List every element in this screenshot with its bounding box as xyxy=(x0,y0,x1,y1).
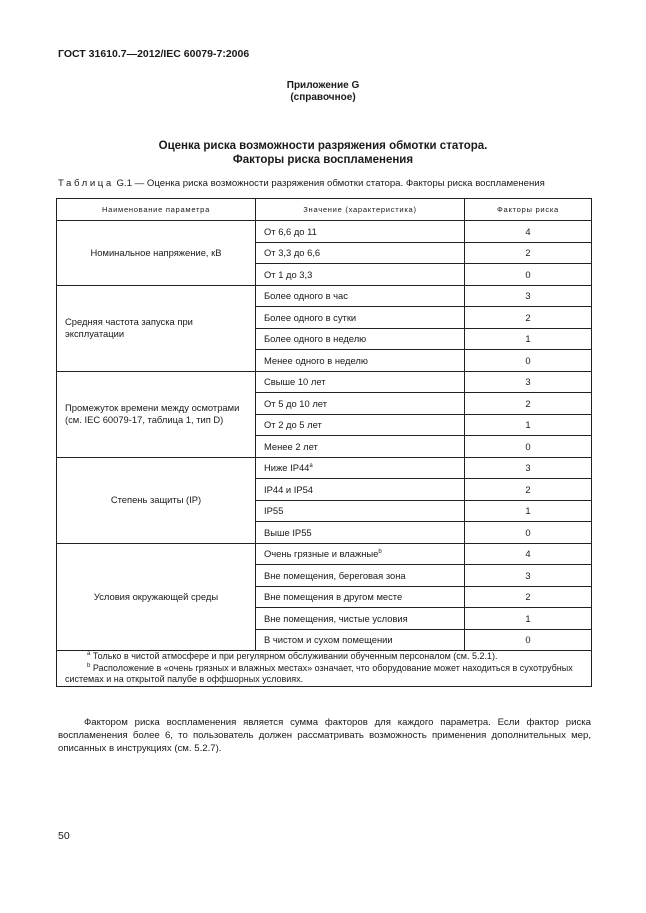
factor-cell: 0 xyxy=(465,522,592,544)
value-text: Вне помещения в другом месте xyxy=(264,591,403,603)
value-text: Очень грязные и влажные xyxy=(264,548,379,560)
value-cell xyxy=(256,500,465,522)
value-text: Более одного в сутки xyxy=(264,311,357,323)
value-cell xyxy=(256,264,465,286)
table-caption-label: Таблица xyxy=(58,178,114,189)
factor-cell: 2 xyxy=(465,307,592,329)
value-text: Вне помещения, чистые условия xyxy=(264,612,408,624)
value-text: Выше IP55 xyxy=(264,526,312,538)
table-caption-text: — Оценка риска возможности разряжения обмотки статора. Факторы риска воспламенения xyxy=(131,178,545,189)
footnote-text: Только в чистой атмосфере и при регулярном обслуживании обученным персоналом (см. 5.2.1). xyxy=(90,651,498,661)
parameter-cell: Промежуток времени между осмотрами (см. IEC 60079-17, таблица 1, тип D) xyxy=(57,371,256,457)
footnote-marker: b xyxy=(378,549,382,556)
factor-cell: 0 xyxy=(465,350,592,372)
value-text: От 6,6 до 11 xyxy=(264,225,317,237)
value-text: От 3,3 до 6,6 xyxy=(264,247,321,259)
value-cell xyxy=(256,221,465,243)
value-cell xyxy=(256,565,465,587)
value-text: Более одного в неделю xyxy=(264,333,367,345)
factor-cell: 3 xyxy=(465,565,592,587)
value-cell xyxy=(256,522,465,544)
parameter-cell: Средняя частота запуска при эксплуатации xyxy=(57,285,256,371)
value-cell xyxy=(256,307,465,329)
footnote-marker: a xyxy=(309,463,313,470)
parameter-cell: Номинальное напряжение, кВ xyxy=(57,221,256,286)
factor-cell: 1 xyxy=(465,608,592,630)
factor-cell: 2 xyxy=(465,479,592,501)
table-notes xyxy=(57,651,592,687)
factor-cell: 2 xyxy=(465,242,592,264)
value-cell xyxy=(256,371,465,393)
factor-cell: 0 xyxy=(465,264,592,286)
value-cell xyxy=(256,393,465,415)
value-text: Свыше 10 лет xyxy=(264,376,326,388)
value-text: В чистом и сухом помещении xyxy=(264,634,393,646)
value-cell xyxy=(256,543,465,565)
factor-cell: 2 xyxy=(465,586,592,608)
table-header-row xyxy=(57,199,592,221)
table-row xyxy=(57,285,592,307)
parameter-cell: Степень защиты (IP) xyxy=(57,457,256,543)
value-cell xyxy=(256,457,465,479)
factor-cell: 0 xyxy=(465,629,592,651)
column-header-value: Значение (характеристика) xyxy=(256,199,465,221)
footnote xyxy=(65,663,583,686)
section-title xyxy=(0,139,646,167)
factor-cell: 3 xyxy=(465,285,592,307)
footnote-mark: b xyxy=(87,662,91,669)
parameter-cell: Условия окружающей среды xyxy=(57,543,256,651)
value-cell xyxy=(256,479,465,501)
value-text: Более одного в час xyxy=(264,290,348,302)
factor-cell: 3 xyxy=(465,457,592,479)
risk-factors-table xyxy=(56,198,592,687)
section-title-line1: Оценка риска возможности разряжения обмотки статора. xyxy=(158,140,488,152)
table-row xyxy=(57,457,592,479)
annex-heading xyxy=(0,80,646,104)
value-cell xyxy=(256,285,465,307)
factor-cell: 4 xyxy=(465,221,592,243)
table-caption-number: G.1 xyxy=(116,178,132,189)
table-row xyxy=(57,221,592,243)
value-cell xyxy=(256,608,465,630)
value-cell xyxy=(256,586,465,608)
page-number: 50 xyxy=(58,830,70,842)
factor-cell: 1 xyxy=(465,414,592,436)
value-cell xyxy=(256,242,465,264)
section-title-line2: Факторы риска воспламенения xyxy=(232,154,414,166)
value-cell xyxy=(256,629,465,651)
table-row xyxy=(57,371,592,393)
factor-cell: 1 xyxy=(465,328,592,350)
factor-cell: 2 xyxy=(465,393,592,415)
factor-cell: 3 xyxy=(465,371,592,393)
table-caption xyxy=(58,178,545,189)
value-text: От 2 до 5 лет xyxy=(264,419,322,431)
annex-subtitle: (справочное) xyxy=(290,92,356,103)
value-text: От 5 до 10 лет xyxy=(264,397,327,409)
annex-title: Приложение G xyxy=(286,80,360,91)
value-text: Менее 2 лет xyxy=(264,440,318,452)
body-paragraph: Фактором риска воспламенения является сумма факторов для каждого параметра. Если фактор риска воспламенения более 6, то пользователь должен рассматривать возможность применения дополнительных мер, описанных в инструкциях (см. 5.2.7). xyxy=(58,717,591,754)
column-header-factor: Факторы риска xyxy=(465,199,592,221)
factor-cell: 0 xyxy=(465,436,592,458)
value-text: Менее одного в неделю xyxy=(264,354,368,366)
factor-cell: 4 xyxy=(465,543,592,565)
document-header: ГОСТ 31610.7—2012/IEC 60079-7:2006 xyxy=(58,48,250,60)
value-text: Вне помещения, береговая зона xyxy=(264,569,406,581)
value-text: IP44 и IP54 xyxy=(264,483,314,495)
footnote-mark: a xyxy=(87,651,91,657)
value-text: Ниже IP44 xyxy=(264,462,310,474)
footnote xyxy=(65,651,583,663)
factor-cell: 1 xyxy=(465,500,592,522)
table-notes-row xyxy=(57,651,592,687)
value-cell xyxy=(256,328,465,350)
value-text: IP55 xyxy=(264,505,284,517)
footnote-text: Расположение в «очень грязных и влажных местах» означает, что оборудование может находиться в сухотрубных системах и на открытой палубе в оффшорных условиях. xyxy=(65,662,573,684)
table-row xyxy=(57,543,592,565)
value-cell xyxy=(256,350,465,372)
value-cell xyxy=(256,414,465,436)
value-cell xyxy=(256,436,465,458)
column-header-parameter: Наименование параметра xyxy=(57,199,256,221)
value-text: От 1 до 3,3 xyxy=(264,268,313,280)
